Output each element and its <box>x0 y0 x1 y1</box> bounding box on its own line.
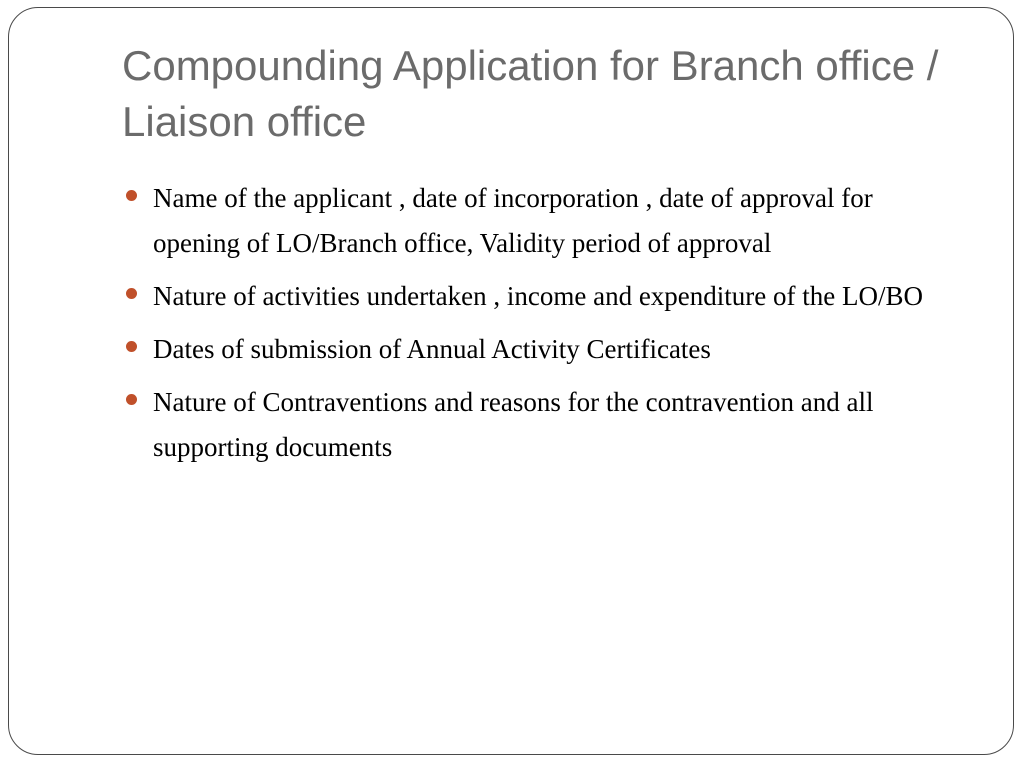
bullet-text: Name of the applicant , date of incorporation , date of approval for opening of LO/Branch office, Validity period of approval <box>153 183 873 258</box>
bullet-text: Dates of submission of Annual Activity Certificates <box>153 334 711 364</box>
list-item <box>126 274 966 319</box>
bullet-text: Nature of Contraventions and reasons for the contravention and all supporting documents <box>153 387 874 462</box>
bullet-dot-icon <box>126 341 137 352</box>
list-item <box>126 176 966 266</box>
bullet-text: Nature of activities undertaken , income and expenditure of the LO/BO <box>153 281 923 311</box>
list-item <box>126 327 966 372</box>
bullet-dot-icon <box>126 394 137 405</box>
bullet-list <box>126 176 966 478</box>
list-item <box>126 380 966 470</box>
bullet-dot-icon <box>126 288 137 299</box>
bullet-dot-icon <box>126 190 137 201</box>
slide-frame <box>8 7 1014 755</box>
slide-title: Compounding Application for Branch office / Liaison office <box>122 42 939 145</box>
